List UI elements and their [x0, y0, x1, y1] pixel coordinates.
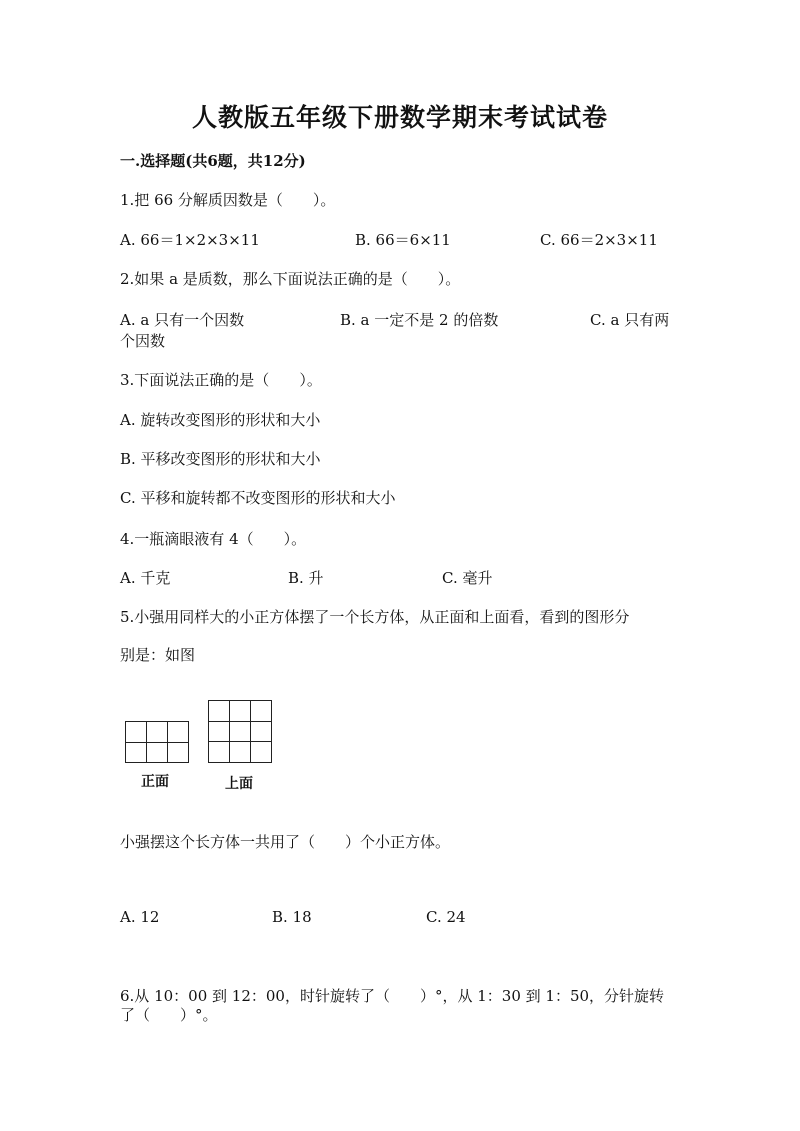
page-title: 人教版五年级下册数学期末考试试卷	[191, 103, 608, 132]
question-5-stem-line2: 别是：如图	[120, 646, 196, 664]
question-5-option-c: C. 24	[426, 908, 466, 926]
question-2-option-a: A. a 只有一个因数	[120, 311, 245, 329]
question-1-option-b: B. 66＝6×11	[355, 231, 451, 249]
question-5-followup: 小强摆这个长方体一共用了（ ）个小正方体。	[120, 833, 451, 851]
top-view-grid	[208, 700, 272, 763]
top-view-label: 上面	[225, 776, 253, 792]
question-6-stem-line2: 了（ ）°。	[120, 1006, 218, 1024]
question-2-option-c-wrap: 个因数	[120, 332, 166, 350]
question-5-stem: 5.小强用同样大的小正方体摆了一个长方体，从正面和上面看，看到的图形分	[120, 608, 630, 626]
question-3-option-b: B. 平移改变图形的形状和大小	[120, 450, 321, 468]
question-3-stem: 3.下面说法正确的是（ ）。	[120, 371, 322, 389]
question-4-stem: 4.一瓶滴眼液有 4（ ）。	[120, 530, 307, 548]
question-1-option-a: A. 66＝1×2×3×11	[120, 231, 260, 249]
question-6-stem: 6.从 10：00 到 12：00，时针旋转了（ ）°，从 1：30 到 1：50，分针旋转	[120, 987, 665, 1005]
question-1-option-c: C. 66＝2×3×11	[540, 231, 658, 249]
question-4-option-a: A. 千克	[120, 569, 171, 587]
question-4-option-b: B. 升	[288, 569, 324, 587]
question-2-stem: 2.如果 a 是质数，那么下面说法正确的是（ ）。	[120, 270, 461, 288]
question-5-option-b: B. 18	[272, 908, 312, 926]
question-3-option-c: C. 平移和旋转都不改变图形的形状和大小	[120, 489, 396, 507]
question-2-option-b: B. a 一定不是 2 的倍数	[340, 311, 499, 329]
question-5-option-a: A. 12	[120, 908, 160, 926]
question-3-option-a: A. 旋转改变图形的形状和大小	[120, 411, 321, 429]
question-1-stem: 1.把 66 分解质因数是（ ）。	[120, 191, 336, 209]
section-heading: 一.选择题(共6题，共12分)	[120, 152, 306, 170]
question-4-option-c: C. 毫升	[442, 569, 493, 587]
question-2-option-c: C. a 只有两	[590, 311, 670, 329]
front-view-grid	[125, 721, 189, 763]
front-view-label: 正面	[141, 774, 169, 790]
